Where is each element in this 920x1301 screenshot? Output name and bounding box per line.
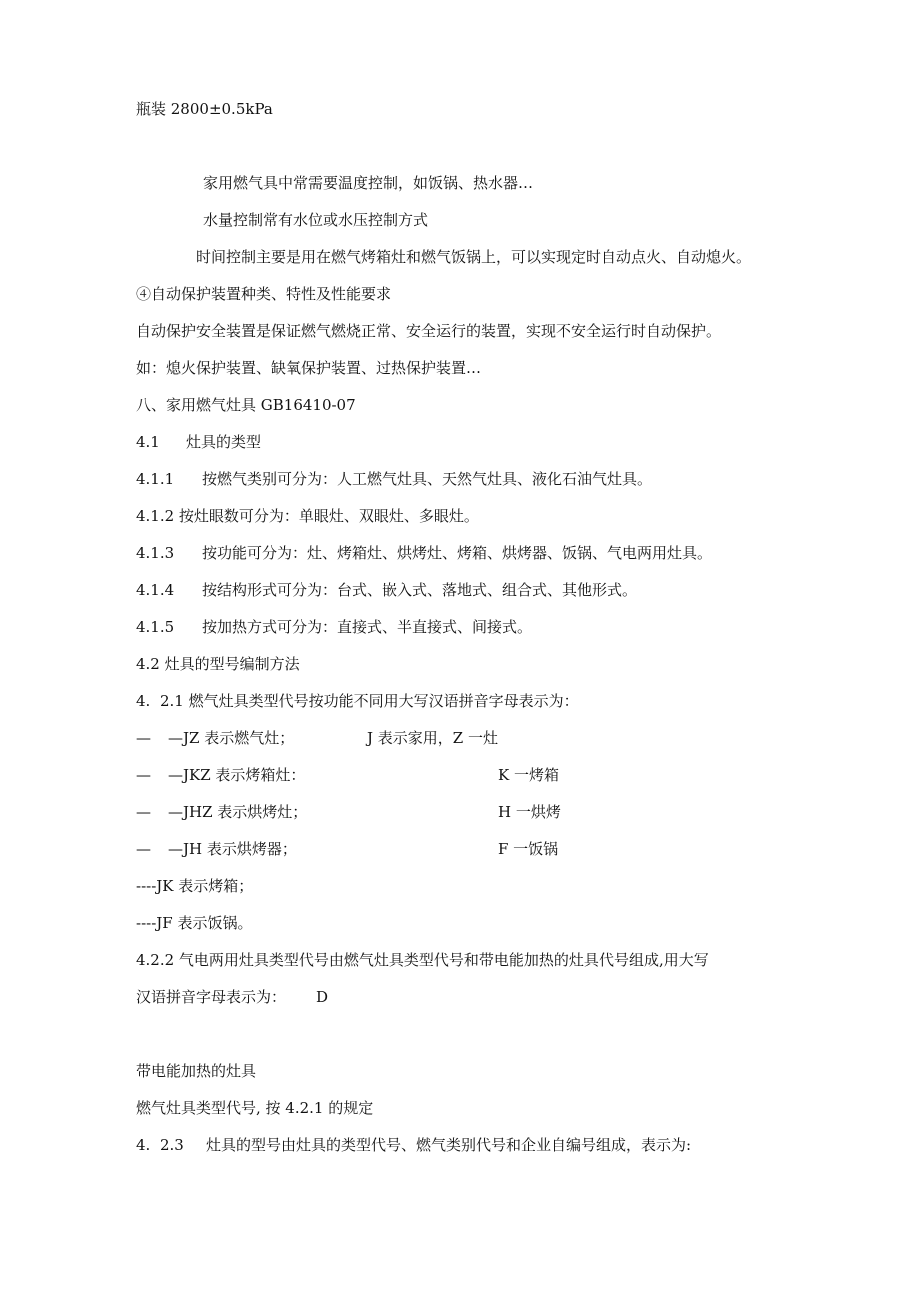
- clause-number: 4.1.3: [136, 544, 175, 562]
- code-line: ----JF 表示饭锅。: [136, 914, 253, 932]
- clause-number: 4.: [136, 692, 151, 710]
- clause-line: 4.2.2 气电两用灶具类型代号由燃气灶具类型代号和带电能加热的灶具代号组成,用大写: [136, 951, 709, 969]
- dash: —: [136, 729, 151, 747]
- section-heading: 4.2 灶具的型号编制方法: [136, 655, 300, 673]
- clause-text: 2.1 燃气灶具类型代号按功能不同用大写汉语拼音字母表示为：: [160, 692, 579, 710]
- clause-number: 4.1.1: [136, 470, 175, 488]
- code-text: —JHZ 表示烘烤灶；: [168, 803, 308, 821]
- dash: —: [136, 803, 151, 821]
- code-line: ----JK 表示烤箱；: [136, 877, 254, 895]
- clause-text: 按燃气类别可分为：人工燃气灶具、天然气灶具、液化石油气灶具。: [202, 470, 653, 488]
- clause-text: 灶具的类型: [186, 433, 262, 451]
- text-line: 家用燃气具中常需要温度控制，如饭锅、热水器…: [203, 174, 534, 192]
- text-line: 自动保护安全装置是保证燃气燃烧正常、安全运行的装置，实现不安全运行时自动保护。: [136, 322, 722, 340]
- text-line: 如：熄火保护装置、缺氧保护装置、过热保护装置…: [136, 359, 482, 377]
- text-line: 燃气灶具类型代号, 按 4.2.1 的规定: [136, 1099, 374, 1117]
- code-text: —JZ 表示燃气灶；: [168, 729, 295, 747]
- code-text: —JKZ 表示烤箱灶：: [168, 766, 306, 784]
- clause-number: 4.: [136, 1136, 151, 1154]
- dash: —: [136, 766, 151, 784]
- clause-text: 汉语拼音字母表示为：: [136, 988, 287, 1006]
- clause-number: 2.3: [160, 1136, 184, 1154]
- code-text: —JH 表示烘烤器；: [168, 840, 297, 858]
- clause-text: 按加热方式可分为：直接式、半直接式、间接式。: [202, 618, 533, 636]
- clause-number: 4.1: [136, 433, 160, 451]
- text-line: 带电能加热的灶具: [136, 1062, 257, 1080]
- code-letter: D: [316, 988, 329, 1006]
- clause-number: 4.1.4: [136, 581, 175, 599]
- code-legend: K 一烤箱: [498, 766, 559, 784]
- clause-text: 按功能可分为：灶、烤箱灶、烘烤灶、烤箱、烘烤器、饭锅、气电两用灶具。: [202, 544, 713, 562]
- section-heading: ④自动保护装置种类、特性及性能要求: [136, 285, 392, 303]
- clause-line: 4.1.2 按灶眼数可分为：单眼灶、双眼灶、多眼灶。: [136, 507, 479, 525]
- clause-text: 灶具的型号由灶具的类型代号、燃气类别代号和企业自编号组成，表示为:: [206, 1136, 692, 1154]
- code-legend: F 一饭锅: [498, 840, 559, 858]
- code-legend: J 表示家用，Z 一灶: [367, 729, 498, 747]
- section-heading: 八、家用燃气灶具 GB16410-07: [136, 396, 356, 414]
- text-line: 时间控制主要是用在燃气烤箱灶和燃气饭锅上，可以实现定时自动点火、自动熄火。: [196, 248, 752, 266]
- clause-number: 4.1.5: [136, 618, 175, 636]
- clause-text: 按结构形式可分为：台式、嵌入式、落地式、组合式、其他形式。: [202, 581, 638, 599]
- code-legend: H 一烘烤: [498, 803, 561, 821]
- text-line: 瓶装 2800±0.5kPa: [136, 100, 273, 118]
- text-line: 水量控制常有水位或水压控制方式: [203, 211, 429, 229]
- dash: —: [136, 840, 151, 858]
